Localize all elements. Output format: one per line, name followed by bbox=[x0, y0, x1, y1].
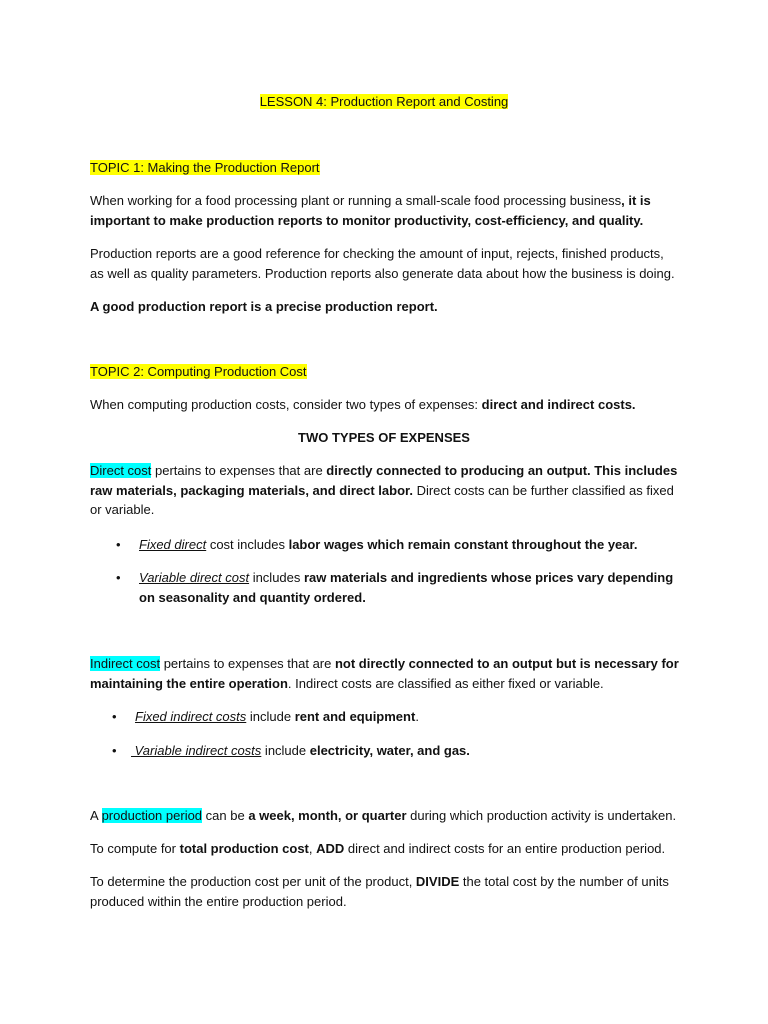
production-period-term: production period bbox=[101, 808, 203, 823]
total-text-e: direct and indirect costs for an entire production period. bbox=[344, 841, 666, 856]
topic1-paragraph-2: Production reports are a good reference for checking the amount of input, rejects, finished products, as well as quality parameters. Production reports also generate data about how the business is doing. bbox=[90, 246, 675, 281]
variable-direct-mid: includes bbox=[249, 570, 304, 585]
indirect-cost-bold: not directly connected to an output but is necessary for maintaining the entire operation bbox=[90, 656, 679, 691]
topic1-paragraph-3 bbox=[90, 297, 680, 317]
variable-indirect-term: Variable indirect costs bbox=[131, 743, 262, 758]
per-unit-text-c: the total cost by the number of units produced within the entire production period. bbox=[90, 874, 669, 909]
period-pre: A bbox=[90, 808, 102, 823]
total-text-c: , bbox=[308, 841, 317, 856]
fixed-direct-bullet bbox=[139, 535, 679, 555]
total-cost-paragraph bbox=[90, 839, 680, 859]
topic2-intro-bold: direct and indirect costs. bbox=[481, 397, 636, 412]
production-period-paragraph bbox=[90, 806, 680, 826]
per-unit-paragraph bbox=[90, 872, 680, 911]
period-bold: a week, month, or quarter bbox=[248, 808, 407, 823]
variable-direct-bullet bbox=[139, 568, 679, 607]
topic1-heading-text: TOPIC 1: Making the Production Report bbox=[90, 160, 320, 175]
direct-cost-paragraph bbox=[90, 461, 680, 520]
period-text-c: during which production activity is undertaken. bbox=[406, 808, 677, 823]
fixed-indirect-term: Fixed indirect costs bbox=[135, 709, 247, 724]
topic1-p3-bold: A good production report is a precise production report. bbox=[90, 299, 438, 314]
fixed-indirect-end: . bbox=[415, 709, 419, 724]
fixed-indirect-bold: rent and equipment bbox=[294, 709, 416, 724]
lesson-title bbox=[0, 92, 768, 112]
bullet-glyph: • bbox=[112, 743, 117, 758]
topic1-heading bbox=[90, 158, 680, 178]
variable-direct-term: Variable direct cost bbox=[139, 570, 250, 585]
total-text-a: To compute for bbox=[90, 841, 180, 856]
fixed-direct-bold: labor wages which remain constant throughout the year. bbox=[288, 537, 638, 552]
topic1-p1-text: When working for a food processing plant or running a small-scale food processing business bbox=[90, 193, 622, 208]
indirect-cost-paragraph bbox=[90, 654, 680, 693]
bullet-glyph: • bbox=[112, 709, 117, 724]
indirect-cost-term: Indirect cost bbox=[90, 656, 161, 671]
indirect-cost-text-c: . Indirect costs are classified as either fixed or variable. bbox=[287, 675, 604, 691]
direct-cost-text-c: Direct costs can be further classified as fixed or variable. bbox=[90, 482, 674, 517]
expenses-subheading bbox=[0, 428, 768, 448]
add-keyword: ADD bbox=[316, 841, 345, 856]
topic2-intro bbox=[90, 395, 680, 415]
topic2-intro-text: When computing production costs, consider two types of expenses: bbox=[90, 397, 482, 412]
direct-cost-text-a: pertains to expenses that are bbox=[151, 463, 327, 478]
variable-direct-bold: raw materials and ingredients whose prices vary depending on seasonality and quantity ordered. bbox=[139, 570, 674, 605]
variable-indirect-bullet bbox=[131, 741, 671, 761]
direct-cost-bold: directly connected to producing an output. This includes raw materials, packaging materials, and direct labor. bbox=[90, 463, 678, 498]
indirect-cost-text-a: pertains to expenses that are bbox=[160, 656, 335, 671]
bullet-glyph: • bbox=[116, 537, 121, 552]
topic1-paragraph-1 bbox=[90, 191, 680, 230]
topic1-p1-bold: , it is important to make production reports to monitor productivity, cost-efficiency, and quality. bbox=[90, 193, 651, 228]
period-text-a: can be bbox=[202, 808, 249, 823]
lesson-title-text: LESSON 4: Production Report and Costing bbox=[259, 94, 509, 109]
expenses-subheading-text: TWO TYPES OF EXPENSES bbox=[298, 430, 470, 445]
fixed-direct-term: Fixed direct bbox=[139, 537, 207, 552]
total-bold-term: total production cost bbox=[179, 841, 309, 856]
bullet-glyph: • bbox=[116, 570, 121, 585]
fixed-indirect-bullet bbox=[135, 707, 675, 727]
fixed-indirect-mid: include bbox=[246, 709, 295, 724]
variable-indirect-bold: electricity, water, and gas. bbox=[309, 743, 470, 758]
topic2-heading-text: TOPIC 2: Computing Production Cost bbox=[90, 364, 307, 379]
direct-cost-term: Direct cost bbox=[90, 463, 152, 478]
per-unit-text-a: To determine the production cost per unit of the product, bbox=[90, 874, 416, 889]
variable-indirect-mid: include bbox=[261, 743, 310, 758]
topic2-heading bbox=[90, 362, 680, 382]
divide-keyword: DIVIDE bbox=[415, 874, 460, 889]
fixed-direct-mid: cost includes bbox=[206, 537, 289, 552]
